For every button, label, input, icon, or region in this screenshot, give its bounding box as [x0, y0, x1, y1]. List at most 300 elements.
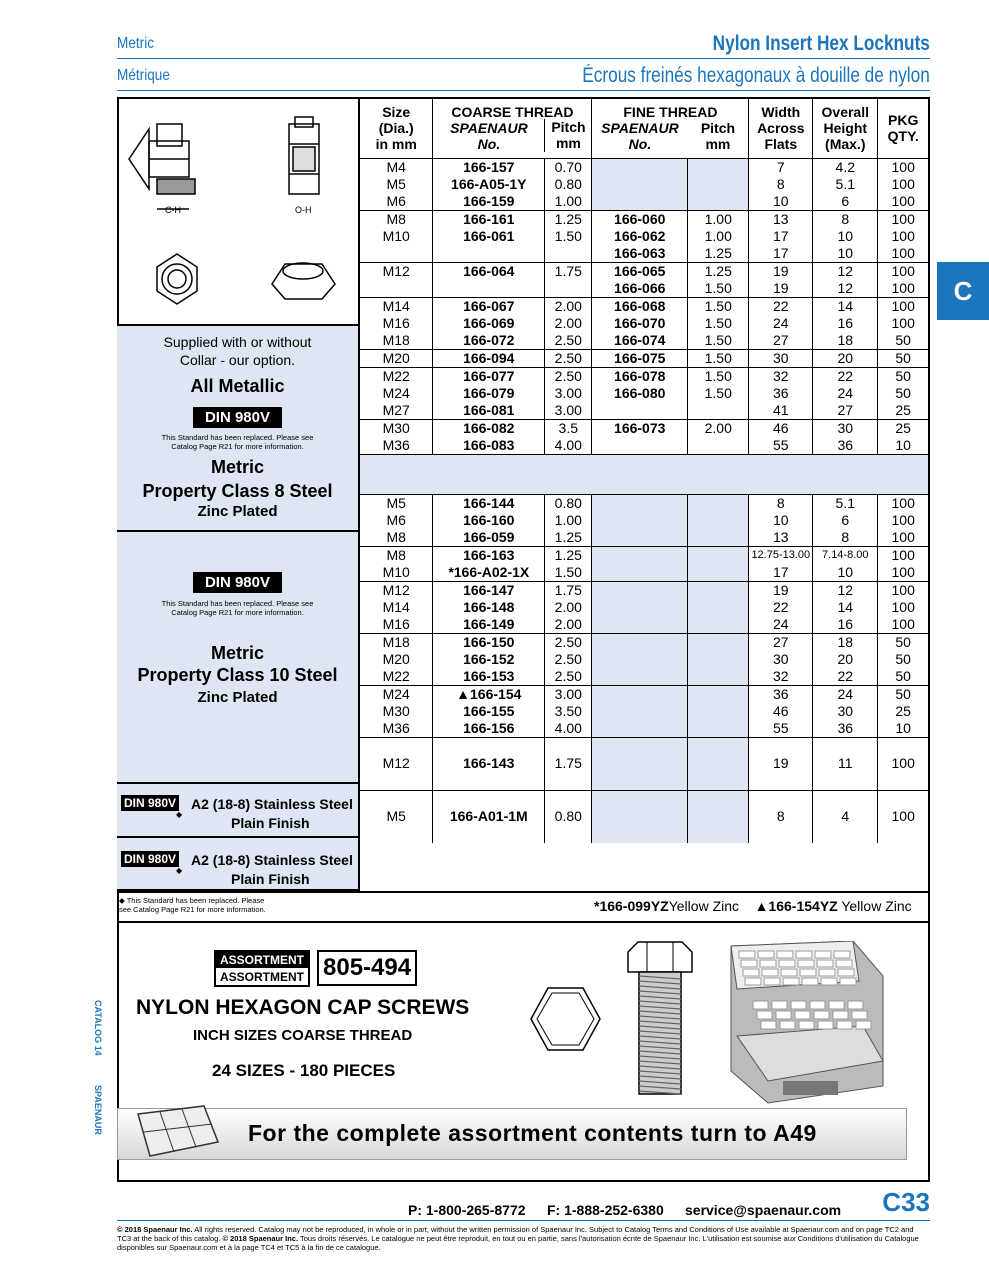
table-row [360, 193, 928, 211]
table-cell: 50 [878, 633, 928, 651]
table-cell [433, 280, 545, 298]
finish-label: Plain Finish [231, 871, 310, 887]
table-cell: 100 [878, 315, 928, 332]
table-row [360, 581, 928, 599]
table-cell [592, 720, 688, 738]
table-cell: 1.25 [545, 546, 592, 564]
table-cell [360, 280, 433, 298]
table-cell: 166-150 [433, 633, 545, 651]
table-cell: 166-069 [433, 315, 545, 332]
table-cell: M5 [360, 790, 433, 843]
table-row [360, 367, 928, 385]
table-cell: 166-159 [433, 193, 545, 211]
table-cell: 10 [878, 437, 928, 455]
table-cell: 166-157 [433, 158, 545, 176]
table-cell: 10 [878, 720, 928, 738]
table-cell [545, 280, 592, 298]
table-cell: 17 [749, 564, 813, 582]
table-cell: 50 [878, 349, 928, 367]
assortment-top-rule [117, 921, 930, 923]
table-cell: 19 [749, 280, 813, 298]
table-cell [592, 564, 688, 582]
table-cell: 166-081 [433, 402, 545, 420]
spacer-cell [360, 454, 928, 494]
table-cell [592, 494, 688, 512]
table-cell: 166-A05-1Y [433, 176, 545, 193]
table-cell: M22 [382, 667, 410, 684]
table-cell: 0.80 [545, 790, 592, 843]
class10-panel [117, 532, 360, 784]
header-right-en: Nylon Insert Hex Locknuts [712, 32, 930, 55]
table-row [360, 385, 928, 402]
table-cell: 166-072 [433, 332, 545, 350]
table-cell: M12 [360, 581, 433, 599]
footer-rule [117, 1220, 930, 1221]
table-cell: 10 [749, 512, 813, 529]
table-row [360, 419, 928, 437]
table-cell [592, 402, 688, 420]
table-row [360, 529, 928, 547]
table-cell: 166-163 [433, 546, 545, 564]
table-cell: 166-156 [433, 720, 545, 738]
table-cell: 166-148 [433, 599, 545, 616]
class8-panel [117, 326, 360, 532]
table-row [360, 176, 928, 193]
table-bottom-rule [117, 891, 930, 893]
all-metallic: All Metallic [190, 376, 285, 396]
table-cell: 6 [813, 193, 878, 211]
stainless-panel-2 [117, 838, 360, 891]
table-cell: 1.50 [688, 367, 749, 385]
table-cell: 5.1 [813, 176, 878, 193]
table-row [360, 546, 928, 564]
table-cell: 166-149 [433, 616, 545, 634]
table-cell: 166-144 [433, 494, 545, 512]
table-cell: 24 [813, 385, 878, 402]
phone[interactable]: P: 1-800-265-8772 [408, 1202, 526, 1218]
table-cell: 5.1 [813, 494, 878, 512]
table-cell: 50 [878, 332, 928, 350]
drawing-label-ch: C-H [165, 205, 181, 215]
table-cell: 166-065 [592, 262, 688, 280]
table-cell: 3.5 [545, 419, 592, 437]
table-row [360, 315, 928, 332]
table-cell: 166-060 [592, 210, 688, 228]
table-cell: 1.00 [688, 228, 749, 245]
table-cell: 32 [749, 668, 813, 686]
header-right-fr: Écrous freinés hexagonaux à douille de nylon [582, 64, 930, 87]
table-cell: 46 [749, 419, 813, 437]
table-cell: M27 [382, 401, 410, 418]
table-cell: 100 [878, 737, 928, 790]
table-cell: 1.75 [545, 737, 592, 790]
table-cell: 27 [813, 402, 878, 420]
table-cell: 1.25 [688, 245, 749, 263]
collar-note-2: Collar - our option. [179, 352, 296, 368]
table-cell: M10 [382, 227, 410, 244]
table-cell: M8 [360, 210, 433, 228]
table-cell: 2.00 [545, 599, 592, 616]
table-cell: 27 [749, 332, 813, 350]
table-cell: M8 [360, 546, 433, 564]
table-cell: 2.50 [545, 349, 592, 367]
table-cell: 166-082 [433, 419, 545, 437]
hexagon-head-icon [528, 984, 603, 1054]
table-cell: 20 [813, 349, 878, 367]
table-cell: 30 [749, 349, 813, 367]
table-cell: 100 [878, 245, 928, 263]
finish-label: Zinc Plated [197, 689, 278, 706]
table-cell [592, 437, 688, 455]
table-cell [688, 193, 749, 211]
table-cell: 24 [813, 685, 878, 703]
table-cell: 1.75 [545, 262, 592, 280]
standard-footnote: ◆ This Standard has been replaced. Please see Catalog Page R21 for more information. [119, 896, 266, 914]
table-spacer-row [360, 454, 928, 494]
table-cell: 19 [749, 581, 813, 599]
table-cell: 30 [813, 419, 878, 437]
table-cell: 1.50 [688, 332, 749, 350]
table-cell: 2.50 [545, 668, 592, 686]
table-row [360, 245, 928, 263]
email[interactable]: service@spaenaur.com [685, 1202, 842, 1218]
din-badge: DIN 980V [193, 407, 282, 428]
table-cell: ▲166-154 [433, 685, 545, 703]
table-cell: M5 [386, 175, 406, 192]
table-cell: 22 [749, 599, 813, 616]
table-cell: 1.00 [545, 193, 592, 211]
table-row [360, 599, 928, 616]
table-cell: 166-153 [433, 668, 545, 686]
table-cell: 2.50 [545, 367, 592, 385]
table-cell: 166-064 [433, 262, 545, 280]
table-cell: 166-067 [433, 297, 545, 315]
table-cell: 10 [813, 228, 878, 245]
table-cell [592, 651, 688, 668]
table-cell [592, 158, 688, 176]
table-cell: 16 [813, 315, 878, 332]
table-cell [688, 529, 749, 547]
table-cell: 1.50 [688, 280, 749, 298]
table-cell: 166-094 [433, 349, 545, 367]
replaced-note: This Standard has been replaced. Please see [161, 599, 314, 608]
table-cell: 55 [749, 720, 813, 738]
table-cell: M24 [360, 685, 433, 703]
finish-label: Zinc Plated [197, 503, 278, 520]
table-cell: 4.00 [545, 720, 592, 738]
table-cell: 11 [813, 737, 878, 790]
table-cell: 50 [878, 651, 928, 668]
drawing-label-oh: O-H [295, 205, 312, 215]
table-cell: 8 [813, 210, 878, 228]
table-cell: M6 [386, 192, 406, 209]
table-cell: M22 [360, 367, 433, 385]
brand-side-label: SPAENAUR [93, 1085, 103, 1135]
table-cell: 25 [878, 419, 928, 437]
table-cell: M8 [386, 528, 406, 545]
table-cell: *166-A02-1X [433, 564, 545, 582]
table-cell: 50 [878, 668, 928, 686]
table-cell: 8 [749, 790, 813, 843]
table-cell: 12 [813, 581, 878, 599]
table-cell: 166-063 [592, 245, 688, 263]
table-row [360, 685, 928, 703]
table-row [360, 633, 928, 651]
table-cell: 50 [878, 385, 928, 402]
assortment-label-box: ASSORTMENT ASSORTMENT [214, 950, 310, 987]
table-cell [592, 581, 688, 599]
table-cell: 2.50 [545, 633, 592, 651]
table-cell [688, 790, 749, 843]
metric-label: Metric [210, 457, 264, 477]
table-row [360, 616, 928, 634]
table-cell: 50 [878, 367, 928, 385]
table-cell: 1.50 [688, 349, 749, 367]
table-cell: M20 [360, 349, 433, 367]
din-badge: DIN 980V [193, 572, 282, 593]
table-cell: M24 [382, 384, 410, 401]
table-cell: 100 [878, 494, 928, 512]
table-row [360, 494, 928, 512]
table-cell [688, 616, 749, 634]
table-cell: 4 [813, 790, 878, 843]
class-label: Property Class 8 Steel [142, 481, 333, 501]
assortment-count: 24 SIZES - 180 PIECES [212, 1061, 396, 1080]
table-cell: 36 [813, 437, 878, 455]
table-cell: M30 [382, 702, 410, 719]
replaced-note-2: Catalog Page R21 for more information. [171, 608, 304, 617]
table-cell [592, 512, 688, 529]
table-cell: 166-059 [433, 529, 545, 547]
table-cell [592, 193, 688, 211]
table-cell: 36 [749, 685, 813, 703]
table-cell [433, 245, 545, 263]
table-cell [592, 633, 688, 651]
table-cell [688, 685, 749, 703]
table-cell [592, 546, 688, 564]
table-cell [592, 529, 688, 547]
table-cell [592, 737, 688, 790]
replaced-mark: ◆ [176, 810, 183, 819]
table-cell: 12.75-13.00 [749, 546, 813, 564]
assortment-sub: INCH SIZES COARSE THREAD [193, 1027, 413, 1044]
table-cell: M5 [360, 494, 433, 512]
table-row [360, 280, 928, 298]
assortment-box-icon [723, 941, 885, 1106]
fax[interactable]: F: 1-888-252-6380 [547, 1202, 664, 1218]
table-cell: M10 [382, 563, 410, 580]
table-cell [688, 633, 749, 651]
parts-tray-icon [134, 1104, 222, 1159]
table-cell: 19 [749, 262, 813, 280]
table-cell: 16 [813, 616, 878, 634]
table-cell: 100 [878, 512, 928, 529]
table-cell: 100 [878, 581, 928, 599]
table-cell: 166-147 [433, 581, 545, 599]
table-cell: 18 [813, 633, 878, 651]
table-cell: 100 [878, 176, 928, 193]
table-cell: 1.50 [688, 315, 749, 332]
table-header: Size (Dia.) in mm COARSE THREAD SPAENAUR No. Pitch mm FINE THREAD SPAENAUR No. Pitch mm Width Across Flats Overall Height (Max.) PKG QTY. [360, 98, 928, 158]
section-tab[interactable]: C [937, 262, 989, 320]
table-cell: 166-143 [433, 737, 545, 790]
table-cell: 1.50 [545, 564, 592, 582]
legal-text: © 2018 Spaenaur Inc. All rights reserved. Catalog may not be reproduced, in whole or in part, without the written permission of Spaenaur Inc. Subject to Catalog Terms and Conditions of Use available at Spaenaur.com and on page TC2 and TC3 at the back of this catalog. © 2018 Spaenaur Inc. Tous droits réservés. Le catalogue ne peut être reproduit, en tout ou en partie, sans l'autorisation écrite de Spaenaur Inc. L'utilisation est soumise aux Conditions d'utilisation du Catalogue disponibles sur Spaenaur.com et à la page TC4 et TC5 à la fin de ce catalogue. [117, 1225, 919, 1252]
table-cell: 36 [749, 385, 813, 402]
header-left-fr: Métrique [117, 67, 170, 84]
din-badge: DIN 980V [121, 795, 179, 811]
table-cell: 2.50 [545, 332, 592, 350]
table-cell [688, 720, 749, 738]
table-cell: 8 [749, 494, 813, 512]
table-cell: M16 [382, 615, 410, 632]
table-cell: 18 [813, 332, 878, 350]
table-cell: 0.80 [545, 494, 592, 512]
table-cell: 10 [813, 245, 878, 263]
table-cell [688, 494, 749, 512]
table-cell: M30 [360, 419, 433, 437]
collar-note: Supplied with or without [163, 334, 312, 350]
table-cell: 100 [878, 616, 928, 634]
table-cell: 2.00 [545, 297, 592, 315]
table-cell [688, 176, 749, 193]
table-cell [688, 737, 749, 790]
table-cell: 166-066 [592, 280, 688, 298]
table-cell: 36 [813, 720, 878, 738]
table-cell [592, 616, 688, 634]
banner-text[interactable]: For the complete assortment contents turn to A49 [248, 1120, 817, 1146]
table-cell: 166-070 [592, 315, 688, 332]
table-row [360, 437, 928, 455]
spec-table [360, 98, 928, 843]
table-cell: 19 [749, 737, 813, 790]
table-row [360, 332, 928, 350]
table-row [360, 720, 928, 738]
table-cell: 1.75 [545, 581, 592, 599]
table-cell: 41 [749, 402, 813, 420]
cap-screw-icon [625, 940, 695, 1098]
table-cell: 13 [749, 210, 813, 228]
table-cell [688, 546, 749, 564]
table-cell: 100 [878, 297, 928, 315]
table-cell: 166-155 [433, 703, 545, 720]
yellow-zinc-note: *166-099YZYellow Zinc ▲166-154YZ Yellow Zinc [594, 898, 912, 914]
table-cell: 1.50 [688, 297, 749, 315]
table-cell: 100 [878, 228, 928, 245]
class-label: Property Class 10 Steel [137, 665, 338, 685]
table-cell: M16 [382, 314, 410, 331]
table-cell: 30 [749, 651, 813, 668]
table-cell: M14 [360, 297, 433, 315]
table-cell: 7.14-8.00 [813, 546, 878, 564]
table-cell: 166-080 [592, 385, 688, 402]
table-cell: M4 [360, 158, 433, 176]
table-cell: 8 [813, 529, 878, 547]
table-cell: 12 [813, 262, 878, 280]
table-cell: 166-077 [433, 367, 545, 385]
table-cell: 2.00 [688, 419, 749, 437]
table-cell: 100 [878, 564, 928, 582]
table-cell [688, 158, 749, 176]
table-cell: 100 [878, 529, 928, 547]
table-cell: 17 [749, 245, 813, 263]
table-cell: 166-A01-1M [433, 790, 545, 843]
replaced-note-2: Catalog Page R21 for more information. [171, 442, 304, 451]
header-rule-2 [117, 90, 930, 91]
table-cell: 3.00 [545, 685, 592, 703]
table-cell: 1.50 [545, 228, 592, 245]
catalog-side-label: CATALOG 14 [93, 1000, 103, 1056]
assortment-number[interactable]: 805-494 [317, 950, 417, 986]
table-cell: 8 [749, 176, 813, 193]
table-cell: 22 [749, 297, 813, 315]
table-cell: 100 [878, 210, 928, 228]
table-row [360, 668, 928, 686]
table-cell [688, 599, 749, 616]
finish-label: Plain Finish [231, 815, 310, 831]
table-cell: 14 [813, 297, 878, 315]
table-cell: 20 [813, 651, 878, 668]
table-cell: 166-160 [433, 512, 545, 529]
table-row [360, 512, 928, 529]
table-row [360, 402, 928, 420]
table-cell: M20 [382, 650, 410, 667]
table-cell: 32 [749, 367, 813, 385]
table-cell: 166-079 [433, 385, 545, 402]
table-cell: 24 [749, 616, 813, 634]
table-cell: 1.25 [688, 262, 749, 280]
table-cell: 22 [813, 668, 878, 686]
table-cell: 100 [878, 158, 928, 176]
table-cell [688, 651, 749, 668]
table-row [360, 737, 928, 790]
table-cell: 166-061 [433, 228, 545, 245]
table-cell: 100 [878, 280, 928, 298]
table-cell: 13 [749, 529, 813, 547]
table-cell [592, 668, 688, 686]
table-cell [360, 245, 433, 263]
table-row [360, 651, 928, 668]
material-label: A2 (18-8) Stainless Steel [191, 796, 353, 812]
table-cell [688, 564, 749, 582]
table-row [360, 349, 928, 367]
table-cell: 0.80 [545, 176, 592, 193]
stainless-panel-1 [117, 784, 360, 838]
table-row [360, 262, 928, 280]
table-cell: 166-075 [592, 349, 688, 367]
table-cell: 100 [878, 546, 928, 564]
table-cell: 4.00 [545, 437, 592, 455]
table-cell: 46 [749, 703, 813, 720]
table-cell: M14 [382, 598, 410, 615]
table-cell [688, 402, 749, 420]
table-cell [688, 437, 749, 455]
table-cell: 100 [878, 193, 928, 211]
table-cell: 22 [813, 367, 878, 385]
table-cell: 1.00 [688, 210, 749, 228]
table-cell: 4.2 [813, 158, 878, 176]
table-cell: 166-161 [433, 210, 545, 228]
table-cell: M12 [360, 737, 433, 790]
table-cell: M18 [360, 633, 433, 651]
table-cell: 3.50 [545, 703, 592, 720]
table-cell [688, 668, 749, 686]
table-row [360, 228, 928, 245]
locknut-drawings [117, 99, 357, 324]
table-cell: 25 [878, 703, 928, 720]
table-cell: 100 [878, 262, 928, 280]
table-cell: 100 [878, 599, 928, 616]
